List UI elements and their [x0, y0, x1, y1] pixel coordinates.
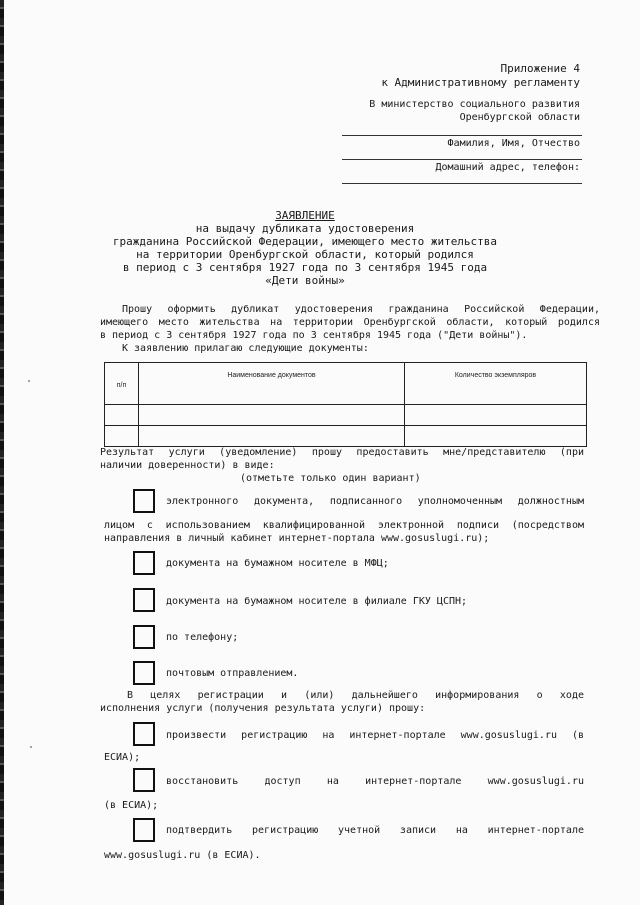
documents-table — [104, 362, 587, 447]
result-note: (отметьте только один вариант) — [240, 473, 421, 484]
table-row — [105, 405, 587, 426]
option-confirm-line-1: подтвердить регистрацию учетной записи на интернет-портале — [166, 825, 584, 836]
option-paper-cspn: документа на бумажном носителе в филиале ГКУ ЦСПН; — [166, 596, 468, 607]
registration-line-1: В целях регистрации и (или) дальнейшего информирования о ходе — [127, 690, 584, 701]
option-phone: по телефону; — [166, 632, 239, 643]
addressee-line-1: В министерство социального развития — [369, 99, 580, 110]
scan-speck — [30, 746, 32, 748]
request-line-1: Прошу оформить дубликат удостоверения гражданина Российской Федерации, — [122, 304, 600, 315]
title-line-1: на выдачу дубликата удостоверения — [195, 222, 415, 235]
request-line-3: в период с 3 сентября 1927 года по 3 сентября 1945 года ("Дети войны"). — [100, 330, 528, 341]
checkbox-register-portal[interactable] — [133, 722, 155, 746]
option-confirm-line-2: www.gosuslugi.ru (в ЕСИА). — [104, 850, 261, 861]
addressee-line-2: Оренбургской области — [459, 112, 580, 123]
request-line-2: имеющего место жительства на территории Оренбургской области, который родился — [100, 317, 600, 328]
fio-label: Фамилия, Имя, Отчество — [447, 138, 580, 149]
table-cell[interactable] — [139, 426, 405, 447]
option-electronic-line-1: электронного документа, подписанного уполномоченным должностным — [166, 496, 584, 507]
appendix-label: Приложение 4 — [500, 62, 580, 75]
registration-line-2: исполнения услуги (получения результата услуги) прошу: — [100, 703, 426, 714]
address-label: Домашний адрес, телефон: — [435, 162, 580, 173]
address-field-line[interactable] — [342, 159, 582, 160]
checkbox-confirm-registration[interactable] — [133, 818, 155, 842]
form-title: ЗАЯВЛЕНИЕ — [275, 209, 335, 222]
header-copies: Количество экземпляров — [405, 363, 587, 405]
option-register-line-1: произвести регистрацию на интернет-портале www.gosuslugi.ru (в — [166, 730, 584, 741]
table-cell[interactable] — [139, 405, 405, 426]
checkbox-phone[interactable] — [133, 625, 155, 649]
regulation-label: к Административному регламенту — [381, 76, 580, 89]
table-header-row — [105, 363, 587, 405]
option-register-line-2: ЕСИА); — [104, 752, 141, 763]
option-electronic-line-3: направления в личный кабинет интернет-портала www.gosuslugi.ru); — [104, 533, 490, 544]
option-electronic-line-2: лицом с использованием квалифицированной электронной подписи (посредством — [104, 520, 584, 531]
header-document-name: Наименование документов — [139, 363, 405, 405]
title-line-3: на территории Оренбургской области, который родился — [136, 248, 474, 261]
title-line-5: «Дети войны» — [265, 274, 345, 287]
fio-field-line[interactable] — [342, 135, 582, 136]
table-cell[interactable] — [405, 405, 587, 426]
checkbox-paper-mfc[interactable] — [133, 551, 155, 575]
title-line-2: гражданина Российской Федерации, имеющего место жительства — [112, 235, 498, 248]
option-restore-line-1: восстановить доступ на интернет-портале www.gosuslugi.ru — [166, 776, 584, 787]
table-cell[interactable] — [405, 426, 587, 447]
title-line-4: в период с 3 сентября 1927 года по 3 сентября 1945 года — [122, 261, 488, 274]
scan-edge — [0, 0, 4, 905]
table-cell[interactable] — [105, 405, 139, 426]
scan-speck — [28, 380, 30, 382]
checkbox-postal[interactable] — [133, 661, 155, 685]
checkbox-electronic-document[interactable] — [133, 489, 155, 513]
option-paper-mfc: документа на бумажном носителе в МФЦ; — [166, 558, 389, 569]
result-line-2: наличии доверенности) в виде: — [100, 460, 275, 471]
checkbox-restore-access[interactable] — [133, 768, 155, 792]
result-line-1: Результат услуги (уведомление) прошу предоставить мне/представителю (при — [100, 447, 584, 458]
table-row — [105, 426, 587, 447]
address-field-line-2[interactable] — [342, 183, 582, 184]
request-line-4: К заявлению прилагаю следующие документы: — [122, 343, 369, 354]
option-postal: почтовым отправлением. — [166, 668, 299, 679]
option-restore-line-2: (в ЕСИА); — [104, 800, 159, 811]
table-cell[interactable] — [105, 426, 139, 447]
checkbox-paper-cspn[interactable] — [133, 588, 155, 612]
header-number: п/п — [105, 363, 139, 405]
